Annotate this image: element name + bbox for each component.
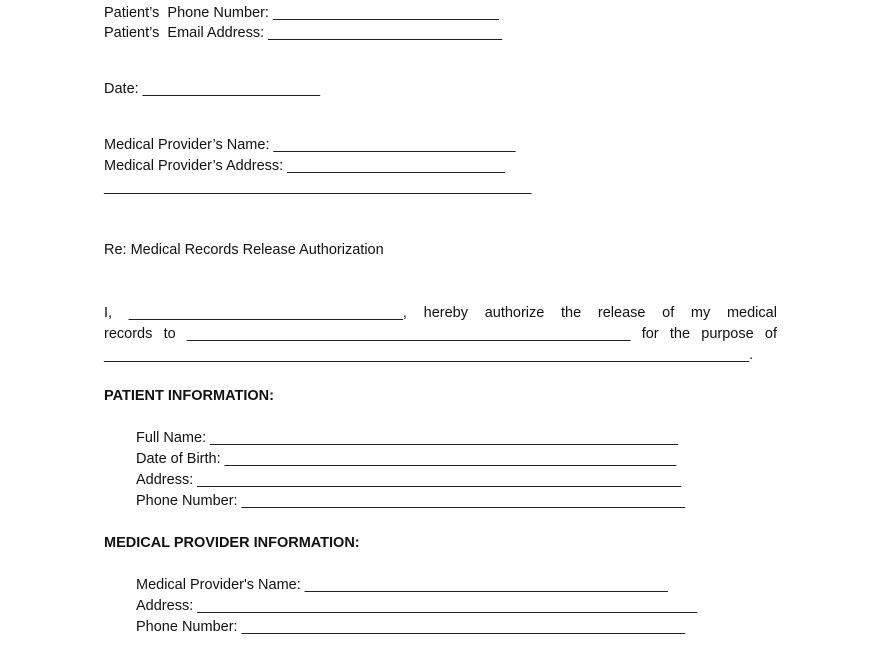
- authorizer-name-blank[interactable]: __________________________________,: [128, 305, 407, 321]
- authorization-line-1: [104, 304, 777, 322]
- auth-word: hereby: [423, 305, 468, 321]
- auth-word: medical: [726, 305, 777, 321]
- auth-word: records: [104, 326, 153, 342]
- full-name-field[interactable]: Full Name: __________________________________________________________: [136, 430, 678, 446]
- auth-word: of: [662, 305, 675, 321]
- authorization-line-2: [104, 325, 777, 343]
- provider-name-field[interactable]: Medical Provider’s Name: ______________________________: [104, 137, 516, 153]
- auth-word: authorize: [484, 305, 545, 321]
- purpose-blank[interactable]: ________________________________________________________________________________.: [104, 347, 754, 363]
- auth-word: of: [764, 326, 777, 342]
- patient-phone-field[interactable]: Patient’s Phone Number: ____________________________: [104, 5, 499, 21]
- auth-word: the: [669, 326, 691, 342]
- auth-word: for: [641, 326, 659, 342]
- provider-info-heading: MEDICAL PROVIDER INFORMATION:: [104, 535, 360, 551]
- recipient-blank[interactable]: _______________________________________________________: [186, 326, 631, 342]
- subject-line: Re: Medical Records Release Authorization: [104, 242, 384, 258]
- provider-info-phone-field[interactable]: Phone Number: _______________________________________________________: [136, 619, 686, 635]
- dob-field[interactable]: Date of Birth: ________________________________________________________: [136, 451, 677, 467]
- provider-address-field[interactable]: Medical Provider’s Address: ___________________________: [104, 158, 505, 174]
- patient-email-field[interactable]: Patient’s Email Address: _____________________________: [104, 25, 503, 41]
- auth-word: the: [561, 305, 582, 321]
- auth-word: to: [163, 326, 176, 342]
- patient-phone-info-field[interactable]: Phone Number: _______________________________________________________: [136, 493, 686, 509]
- provider-info-name-field[interactable]: Medical Provider's Name: _____________________________________________: [136, 577, 668, 593]
- auth-word: purpose: [701, 326, 754, 342]
- provider-address-line-2[interactable]: _____________________________________________________: [104, 179, 532, 195]
- auth-word: release: [597, 305, 646, 321]
- auth-word: my: [690, 305, 711, 321]
- auth-word: I,: [104, 305, 113, 321]
- provider-info-address-field[interactable]: Address: ______________________________________________________________: [136, 598, 698, 614]
- patient-info-heading: PATIENT INFORMATION:: [104, 388, 274, 404]
- date-field[interactable]: Date: ______________________: [104, 81, 321, 97]
- patient-address-field[interactable]: Address: ____________________________________________________________: [136, 472, 682, 488]
